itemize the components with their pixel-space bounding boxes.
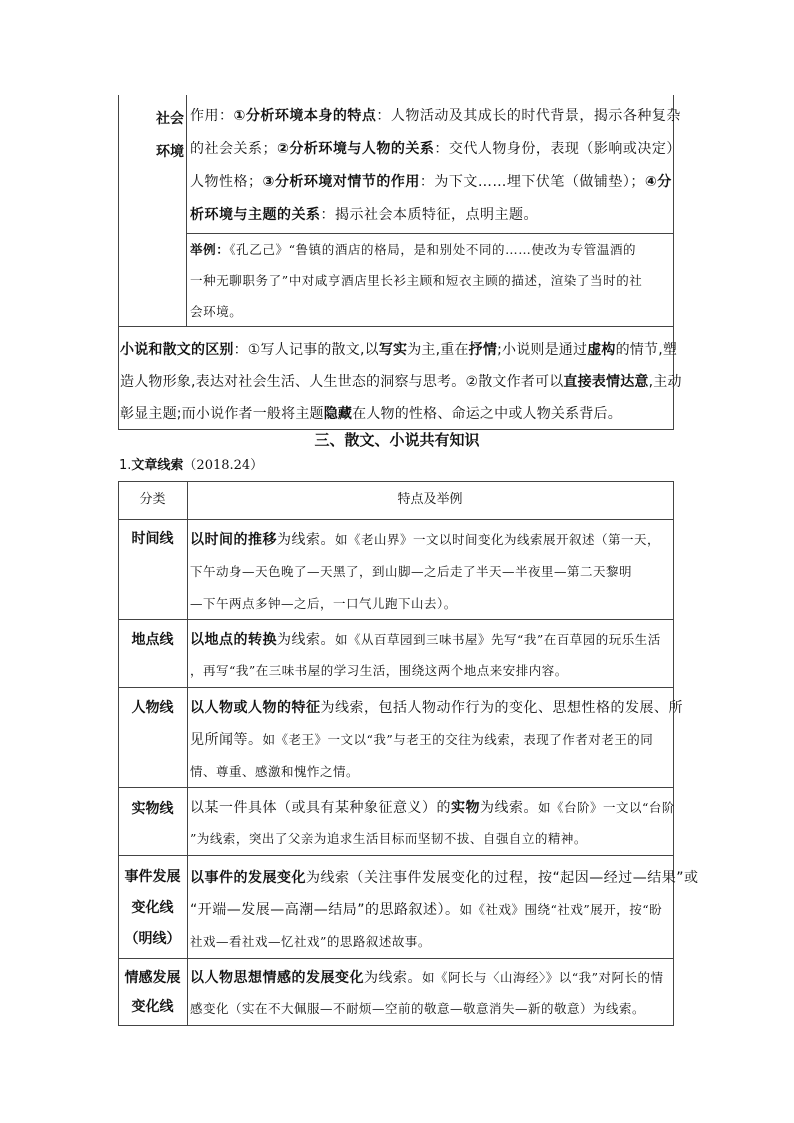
row-line: —下午两点多钟—之后，一口气儿跑下山去）。 xyxy=(190,596,457,611)
difference-line-3: 彰显主题;而小说作者一般将主题隐藏在人物的性格、命运之中或人物关系背后。 xyxy=(120,406,622,422)
row-line: 以人物或人物的特征为线索，包括人物动作行为的变化、思想性格的发展、所 xyxy=(190,700,683,716)
row-line: 以地点的转换为线索。如《从百草园到三味书屋》先写“我”在百草园的玩乐生活 xyxy=(190,632,661,648)
difference-line-2: 造人物形象,表达对社会生活、人生世态的洞察与思考。②散文作者可以直接表情达意,主动 xyxy=(120,374,682,390)
row-category: 实物线 xyxy=(131,801,174,817)
row-line: 下午动身—天色晚了—天黑了，到山脚—之后走了半天—半夜里—第二天黎明 xyxy=(190,564,633,579)
row-category: 人物线 xyxy=(131,700,174,716)
difference-line-1: 小说和散文的区别：①写人记事的散文,以写实为主,重在抒情;小说则是通过虚构的情节,塑 xyxy=(120,342,678,358)
society-example-3: 会环境。 xyxy=(190,304,243,319)
row-line: 以时间的推移为线索。如《老山界》一文以时间变化为线索展开叙述（第一天， xyxy=(190,532,661,548)
row-line: 以某一件具体（或具有某种象征意义）的实物为线索。如《台阶》一文以“台阶 xyxy=(190,800,675,816)
subsection-title: 1.文章线索（2018.24） xyxy=(119,458,264,473)
row-category: 情感发展 变化线 xyxy=(124,970,181,1015)
row-line: 情、尊重、感激和愧怍之情。 xyxy=(190,764,360,779)
section-title: 三、散文、小说共有知识 xyxy=(314,431,480,449)
row-category: 时间线 xyxy=(131,531,174,547)
row-line: “开端—发展—高潮—结局”的思路叙述）。如《社戏》围绕“社戏”展开，按“盼 xyxy=(190,902,663,918)
row-category: 事件发展 变化线 （明线） xyxy=(124,869,181,947)
society-example-1: 举例：《孔乙己》“鲁镇的酒店的格局，是和别处不同的……使改为专管温酒的 xyxy=(190,242,637,257)
society-line-2: 的社会关系；②分析环境与人物的关系：交代人物身份，表现（影响或决定） xyxy=(190,141,681,157)
society-line-3: 人物性格；③分析环境对情节的作用：为下文……埋下伏笔（做铺垫）；④分 xyxy=(190,174,672,190)
row-line: 感变化（实在不大佩服—不耐烦—空前的敬意—敬意消失—新的敬意）为线索。 xyxy=(190,1001,646,1016)
table-header-category: 分类 xyxy=(139,492,166,507)
row-line: 以人物思想情感的发展变化为线索。如《阿长与〈山海经〉》以“我”对阿长的情 xyxy=(190,970,664,986)
society-category: 社会环境 xyxy=(156,111,184,160)
row-line: ，再写“我”在三味书屋的学习生活，围绕这两个地点来安排内容。 xyxy=(190,663,568,678)
row-line: 社戏—看社戏—忆社戏”的思路叙述故事。 xyxy=(190,934,431,949)
society-example-2: 一种无聊职务了”中对咸亨酒店里长衫主顾和短衣主顾的描述，渲染了当时的社 xyxy=(190,273,643,288)
row-line: 见所闻等。如《老王》一文以“我”与老王的交往为线索，表现了作者对老王的同 xyxy=(190,732,654,748)
row-line: 以事件的发展变化为线索（关注事件发展变化的过程，按“起因—经过—结果”或 xyxy=(190,870,699,886)
society-line-1: 作用：①分析环境本身的特点：人物活动及其成长的时代背景，揭示各种复杂 xyxy=(190,108,681,124)
row-line: ”为线索，突出了父亲为追求生活目标而坚韧不拔、自强自立的精神。 xyxy=(190,831,587,846)
row-category: 地点线 xyxy=(131,632,174,648)
table-header-features: 特点及举例 xyxy=(397,492,463,507)
society-line-4: 析环境与主题的关系：揭示社会本质特征，点明主题。 xyxy=(190,207,538,223)
